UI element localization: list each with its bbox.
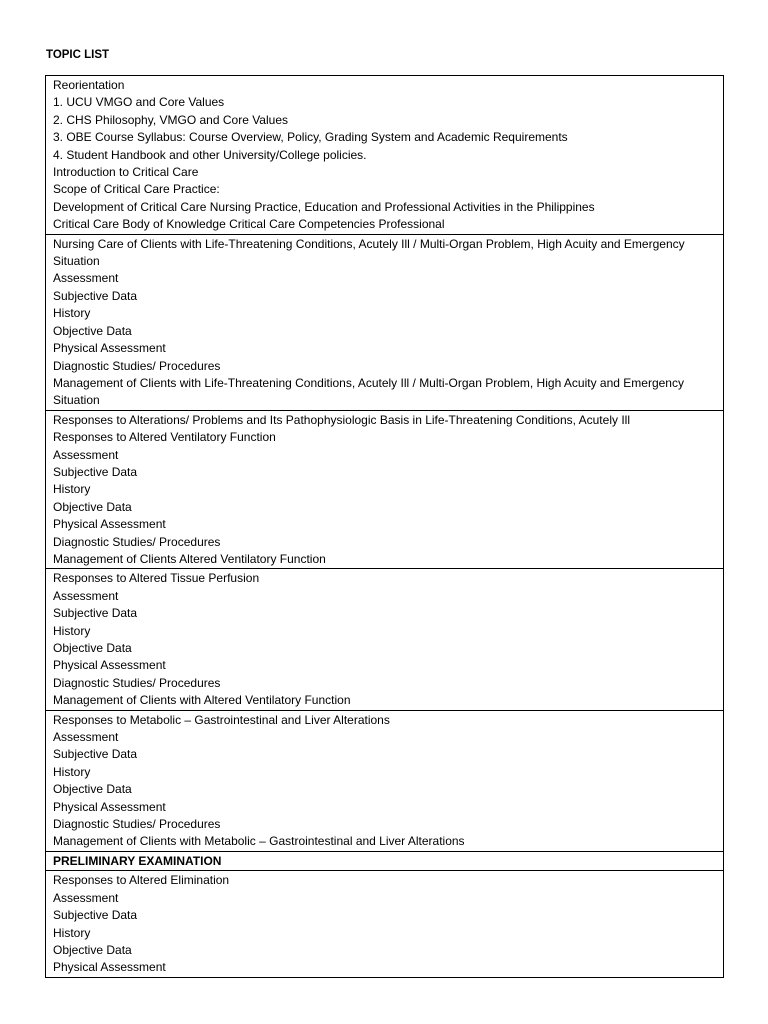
topic-line: Physical Assessment <box>53 341 166 356</box>
topic-row <box>46 410 724 569</box>
topic-line: Management of Clients with Metabolic – Gastrointestinal and Liver Alterations <box>53 834 465 849</box>
exam-label: PRELIMINARY EXAMINATION <box>53 853 222 868</box>
topic-line: Management of Clients with Life-Threatening Conditions, Acutely Ill / Multi-Organ Problem, High Acuity and Emergency Situation <box>53 375 684 408</box>
topic-line: 1. UCU VMGO and Core Values <box>53 95 225 110</box>
topic-line: Objective Data <box>53 499 132 514</box>
topic-line: Responses to Altered Ventilatory Function <box>53 430 276 445</box>
topic-line: Assessment <box>53 890 119 905</box>
exam-cell <box>46 851 724 870</box>
topic-line: Critical Care Body of Knowledge Critical Care Competencies Professional <box>53 217 445 232</box>
topic-line: Objective Data <box>53 782 132 797</box>
topic-line: Objective Data <box>53 323 132 338</box>
topic-cell <box>46 410 724 569</box>
topic-line: Objective Data <box>53 942 132 957</box>
topic-row <box>46 234 724 410</box>
topic-line: History <box>53 482 91 497</box>
topic-line: Diagnostic Studies/ Procedures <box>53 675 221 690</box>
topic-cell <box>46 234 724 410</box>
topic-line: Objective Data <box>53 641 132 655</box>
topic-line: Responses to Altered Elimination <box>53 873 230 888</box>
exam-row <box>46 851 724 870</box>
topic-line: 3. OBE Course Syllabus: Course Overview, Policy, Grading System and Academic Requirements <box>53 130 568 145</box>
topic-line: Diagnostic Studies/ Procedures <box>53 534 221 549</box>
topic-line: Scope of Critical Care Practice: <box>53 182 220 197</box>
topic-line: Assessment <box>53 588 119 603</box>
topic-line: Physical Assessment <box>53 517 166 532</box>
topic-line: Reorientation <box>53 78 125 92</box>
topic-line: Responses to Metabolic – Gastrointestinal and Liver Alterations <box>53 712 390 727</box>
topic-row <box>46 871 724 977</box>
topic-line: Diagnostic Studies/ Procedures <box>53 358 221 373</box>
topic-row <box>46 710 724 851</box>
topic-line: Introduction to Critical Care <box>53 165 199 180</box>
topic-line: Responses to Altered Tissue Perfusion <box>53 571 260 586</box>
topic-line: Nursing Care of Clients with Life-Threatening Conditions, Acutely Ill / Multi-Organ Problem, High Acuity and Emergency Situation <box>53 236 685 269</box>
topic-line: Subjective Data <box>53 288 138 303</box>
topic-line: Physical Assessment <box>53 960 166 975</box>
page-title: TOPIC LIST <box>46 49 110 61</box>
topic-line: Subjective Data <box>53 747 138 762</box>
topic-line: Management of Clients with Altered Ventilatory Function <box>53 693 351 708</box>
topic-line: Responses to Alterations/ Problems and Its Pathophysiologic Basis in Life-Threatening Conditions, Acutely Ill <box>53 412 630 427</box>
topic-list-table <box>45 75 724 978</box>
topic-row <box>46 76 724 235</box>
topic-line: Subjective Data <box>53 908 138 923</box>
topic-line: 4. Student Handbook and other University/College policies. <box>53 147 367 162</box>
topic-cell <box>46 710 724 851</box>
topic-line: Diagnostic Studies/ Procedures <box>53 817 221 832</box>
topic-line: Assessment <box>53 447 119 462</box>
topic-line: Physical Assessment <box>53 658 166 673</box>
topic-line: History <box>53 925 91 940</box>
topic-line: Assessment <box>53 730 119 745</box>
topic-line: History <box>53 623 91 638</box>
topic-row <box>46 569 724 710</box>
topic-line: 2. CHS Philosophy, VMGO and Core Values <box>53 112 288 127</box>
topic-line: Subjective Data <box>53 464 138 479</box>
topic-cell <box>46 76 724 235</box>
topic-line: History <box>53 764 91 779</box>
topic-line: Physical Assessment <box>53 799 166 814</box>
topic-list-body <box>46 76 724 978</box>
topic-line: Development of Critical Care Nursing Practice, Education and Professional Activities in the Philippines <box>53 199 595 214</box>
topic-line: Assessment <box>53 271 119 286</box>
topic-line: Management of Clients Altered Ventilatory Function <box>53 551 326 566</box>
topic-line: Subjective Data <box>53 606 138 621</box>
topic-cell <box>46 871 724 977</box>
topic-line: History <box>53 306 91 321</box>
topic-cell <box>46 569 724 710</box>
